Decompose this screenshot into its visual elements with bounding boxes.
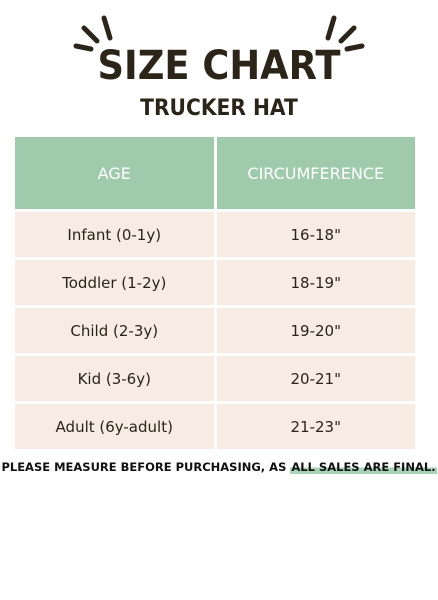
table-row bbox=[15, 356, 415, 401]
circumference-cell: 21-23" bbox=[217, 404, 416, 449]
circumference-cell: 19-20" bbox=[217, 308, 416, 353]
age-cell: Infant (0-1y) bbox=[15, 212, 214, 257]
page-title: SIZE CHART bbox=[97, 43, 341, 89]
table-row bbox=[15, 212, 415, 257]
age-cell: Child (2-3y) bbox=[15, 308, 214, 353]
circumference-cell: 16-18" bbox=[217, 212, 416, 257]
column-header-age: AGE bbox=[15, 137, 214, 209]
page-subtitle: TRUCKER HAT bbox=[140, 96, 298, 121]
table-row bbox=[15, 308, 415, 353]
age-cell: Kid (3-6y) bbox=[15, 356, 214, 401]
purchase-note bbox=[0, 459, 438, 475]
age-cell: Toddler (1-2y) bbox=[15, 260, 214, 305]
age-cell: Adult (6y-adult) bbox=[15, 404, 214, 449]
note-prefix: PLEASE MEASURE BEFORE PURCHASING, AS bbox=[1, 460, 291, 474]
left-ray-top bbox=[104, 18, 110, 38]
note-highlight: ALL SALES ARE FINAL. bbox=[291, 460, 436, 474]
table-row bbox=[15, 404, 415, 449]
circumference-cell: 18-19" bbox=[217, 260, 416, 305]
size-table bbox=[12, 134, 418, 452]
table-header-row bbox=[15, 137, 415, 209]
right-ray-top bbox=[328, 18, 334, 38]
circumference-cell: 20-21" bbox=[217, 356, 416, 401]
column-header-circumference: CIRCUMFERENCE bbox=[217, 137, 416, 209]
table-row bbox=[15, 260, 415, 305]
